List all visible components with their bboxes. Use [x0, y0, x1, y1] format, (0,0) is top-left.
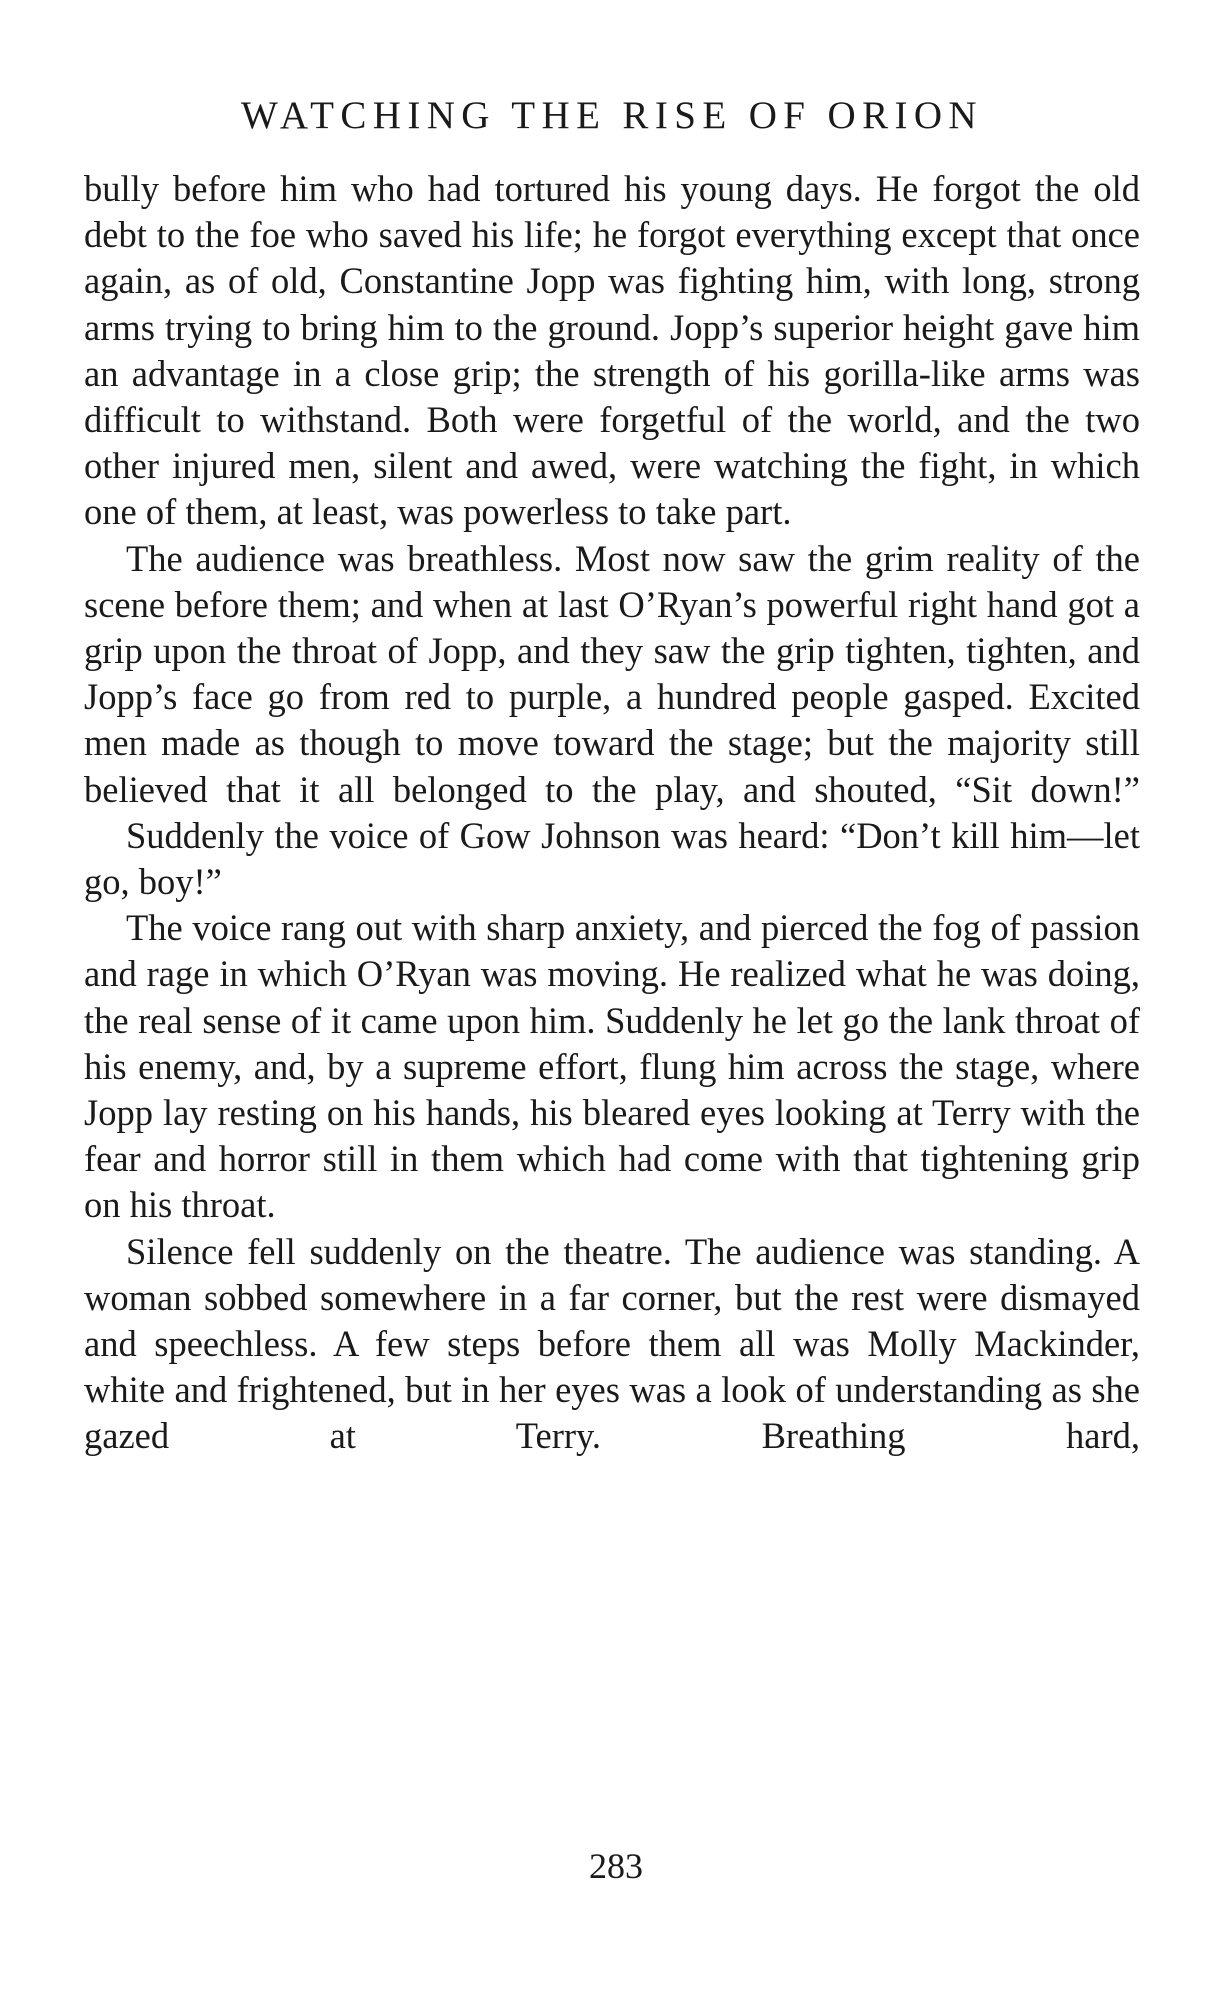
paragraph-silence: Silence fell suddenly on the theatre. The audience was standing. A woman sobbed somewhere in a far corner, but the rest were dismayed and speechless. A few steps before them all was Molly Mackinder, white and frightened, but in her eyes was a look of understanding as she gazed at Terry. Breathing hard, [84, 1230, 1140, 1457]
page-number: 283 [589, 1846, 643, 1886]
paragraph-voice: The voice rang out with sharp anxiety, and pierced the fog of passion and rage in which O’Ryan was moving. He realized what he was doing, the real sense of it came upon him. Suddenly he let go the lank throat of his enemy, and, by a supreme effort, flung him across the stage, where Jopp lay resting on his hands, his bleared eyes looking at Terry with the fear and horror still in them which had come with that tightening grip on his throat. [84, 907, 1140, 1226]
paragraph-continuation: bully before him who had tortured his young days. He forgot the old debt to the foe who saved his life; he forgot everything except that once again, as of old, Constantine Jopp was fighting him, with long, strong arms trying to bring him to the ground. Jopp’s superior height gave him an advantage in a close grip; the strength of his gorilla-like arms was difficult to withstand. Both were forgetful of the world, and the two other injured men, silent and awed, were watching the fight, in which one of them, at least, was powerless to take part. [84, 168, 1140, 533]
paragraph-gow-johnson: Suddenly the voice of Gow Johnson was heard: “Don’t kill him—let go, boy!” [84, 814, 1140, 903]
running-head: WATCHING THE RISE OF ORION [240, 94, 983, 137]
paragraph-audience: The audience was breathless. Most now saw the grim reality of the scene before them; and when at last O’Ryan’s powerful right hand got a grip upon the throat of Jopp, and they saw the grip tighten, tighten, and Jopp’s face go from red to purple, a hundred people gasped. Excited men made as though to move toward the stage; but the majority still believed that it all belonged to the play, and shouted, “Sit down!” [84, 537, 1140, 810]
book-page [84, 92, 1140, 1460]
body-text [84, 166, 1140, 1460]
